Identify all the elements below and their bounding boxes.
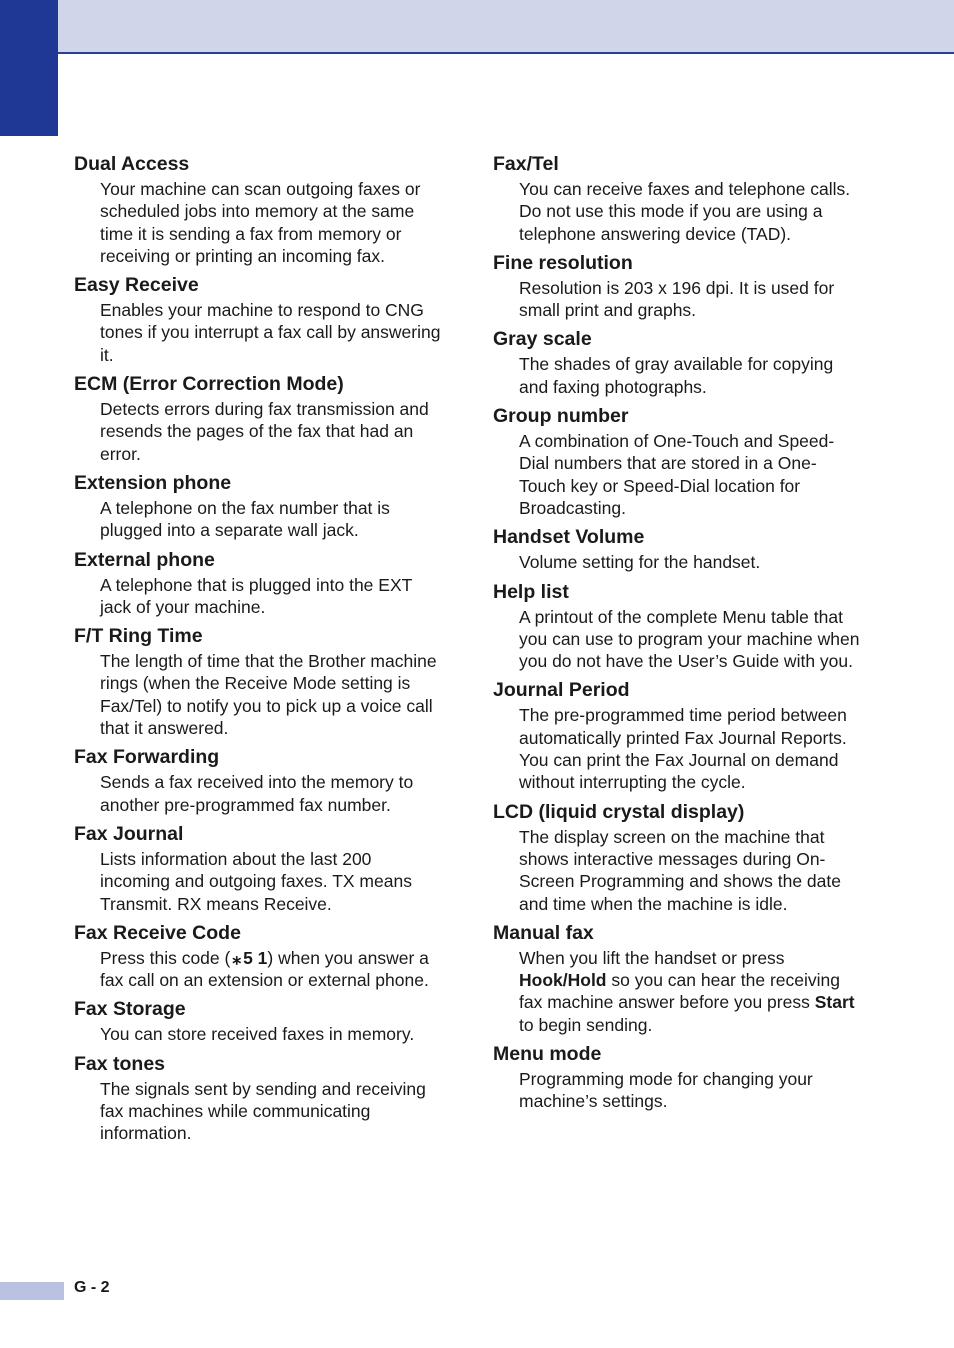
- term-definition: Detects errors during fax transmission and resends the pages of the fax that had an error.: [100, 399, 429, 464]
- term-title: Manual fax: [493, 921, 594, 944]
- glossary-entry: [493, 251, 863, 322]
- term-definition: The pre-programmed time period between automatically printed Fax Journal Reports. You can print the Fax Journal on demand without interrupting the cycle.: [519, 705, 847, 793]
- glossary-entry: [74, 1052, 444, 1145]
- glossary-entry: [493, 152, 863, 245]
- term-definition: Programming mode for changing your machine’s settings.: [519, 1069, 813, 1112]
- page-number: G - 2: [74, 1279, 110, 1296]
- term-definition: A telephone on the fax number that is plugged into a separate wall jack.: [100, 497, 390, 541]
- term-title: Fax Receive Code: [74, 921, 241, 944]
- term-definition: A printout of the complete Menu table that you can use to program your machine when you do not have the User’s Guide with you.: [519, 606, 860, 672]
- term-definition: The shades of gray available for copying and faxing photographs.: [519, 354, 834, 397]
- glossary-entry: [493, 800, 863, 915]
- term-title: Journal Period: [493, 679, 630, 702]
- glossary-right-column: [493, 152, 863, 1119]
- glossary-entry: [493, 580, 863, 673]
- term-definition: Lists information about the last 200 incoming and outgoing faxes. TX means Transmit. RX means Receive.: [100, 848, 412, 914]
- code-digits: 5 1: [243, 947, 268, 968]
- glossary-entry: [74, 372, 444, 465]
- term-title: Fax tones: [74, 1052, 166, 1075]
- glossary-entry: [74, 624, 444, 739]
- glossary-left-column: [74, 152, 444, 1151]
- term-definition: The display screen on the machine that shows interactive messages during On-Screen Programming and shows the date and time when the machine is idle.: [519, 826, 841, 914]
- term-title: Help list: [493, 580, 569, 603]
- term-definition: A combination of One-Touch and Speed-Dial numbers that are stored in a One-Touch key or Speed-Dial location for Broadcasting.: [519, 431, 835, 518]
- term-title: Menu mode: [493, 1043, 602, 1066]
- term-definition: [519, 947, 863, 1036]
- glossary-entry: [74, 548, 444, 619]
- term-title: Gray scale: [493, 328, 592, 351]
- glossary-entry: [74, 997, 444, 1045]
- glossary-entry: [74, 152, 444, 267]
- glossary-entry: [493, 525, 863, 573]
- term-definition: Your machine can scan outgoing faxes or scheduled jobs into memory at the same time it is sending a fax from memory or receiving or printing an incoming fax.: [100, 179, 421, 266]
- term-title: Fax Journal: [74, 822, 184, 845]
- definition-text: ) when you answer a fax call on an extension or external phone.: [100, 947, 429, 991]
- term-definition: A telephone that is plugged into the EXT jack of your machine.: [100, 574, 412, 617]
- term-definition: Sends a fax received into the memory to another pre-programmed fax number.: [100, 772, 414, 815]
- term-title: Easy Receive: [74, 274, 199, 297]
- glossary-entry: [74, 471, 444, 542]
- term-title: ECM (Error Correction Mode): [74, 373, 344, 396]
- term-title: Dual Access: [74, 153, 190, 175]
- term-title: Group number: [493, 405, 629, 428]
- term-title: Handset Volume: [493, 526, 645, 549]
- glossary-entry: [493, 678, 863, 793]
- term-definition: [100, 947, 444, 992]
- term-definition: You can store received faxes in memory.: [100, 1024, 415, 1045]
- term-definition: The length of time that the Brother machine rings (when the Receive Mode setting is Fax/Tel) to notify you to pick up a voice call that it answered.: [100, 651, 437, 739]
- term-definition: You can receive faxes and telephone calls. Do not use this mode if you are using a telephone answering device (TAD).: [519, 179, 851, 244]
- term-title: Fine resolution: [493, 251, 633, 274]
- star-key-icon: ⁎: [232, 947, 242, 968]
- key-name-start: Start: [814, 992, 855, 1013]
- chapter-tab: [0, 0, 58, 136]
- glossary-entry: [74, 273, 444, 366]
- definition-text: to begin sending.: [519, 1014, 653, 1035]
- definition-text: so you can hear the receiving fax machine answer before you press: [519, 970, 840, 1013]
- glossary-entry: [493, 1042, 863, 1113]
- term-title: Fax/Tel: [493, 153, 559, 175]
- glossary-entry: [493, 921, 863, 1036]
- term-definition: Enables your machine to respond to CNG tones if you interrupt a fax call by answering it.: [100, 300, 441, 365]
- term-title: External phone: [74, 548, 215, 571]
- definition-text: Press this code (: [100, 947, 231, 968]
- glossary-entry: [74, 921, 444, 992]
- term-title: Extension phone: [74, 471, 232, 494]
- glossary-entry: [74, 745, 444, 816]
- term-definition: Volume setting for the handset.: [519, 552, 761, 573]
- glossary-entry: [493, 404, 863, 519]
- term-title: Fax Forwarding: [74, 746, 220, 769]
- header-band: [0, 0, 954, 54]
- definition-text: When you lift the handset or press: [519, 947, 785, 968]
- term-definition: Resolution is 203 x 196 dpi. It is used for small print and graphs.: [519, 277, 835, 321]
- term-title: Fax Storage: [74, 998, 186, 1021]
- glossary-entry: [493, 327, 863, 398]
- key-name-hook-hold: Hook/Hold: [519, 970, 607, 991]
- term-definition: The signals sent by sending and receiving fax machines while communicating information.: [100, 1078, 426, 1144]
- term-title: F/T Ring Time: [74, 625, 203, 648]
- glossary-entry: [74, 822, 444, 915]
- footer-bar: [0, 1282, 64, 1300]
- term-title: LCD (liquid crystal display): [493, 800, 745, 823]
